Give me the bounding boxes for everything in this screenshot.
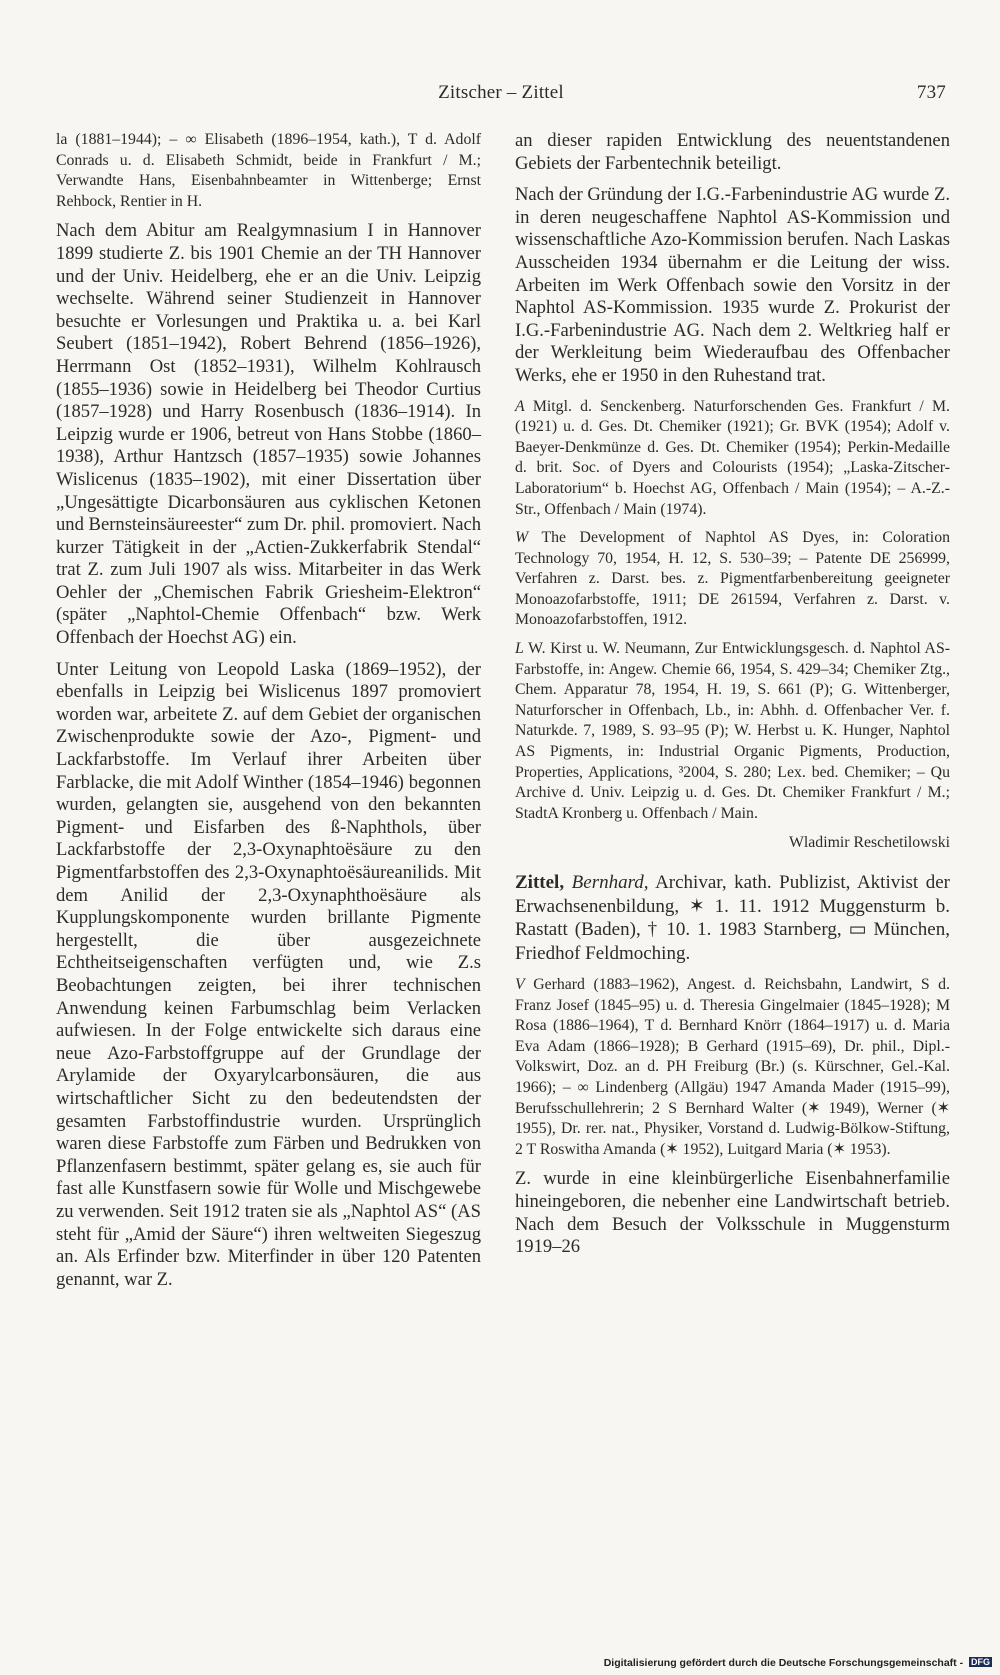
entry-heading: [515, 871, 950, 965]
page-number: 737: [916, 82, 946, 103]
literature-section: [515, 639, 950, 824]
literature-marker: L: [515, 640, 524, 658]
page-footer: [0, 1657, 992, 1669]
education-paragraph: Nach dem Abitur am Realgymnasium I in Hannover 1899 studierte Z. bis 1901 Chemie an der TH Hannover und der Univ. Heidelberg, ehe er an die Univ. Leipzig wechselte. Während seiner Studienzeit in Hannover besuchte er Vorlesungen und Praktika u. a. bei Karl Seubert (1851–1942), Robert Behrend (1856–1926), Herrmann Ost (1852–1931), Wilhelm Kohlrausch (1855–1936) sowie in Heidelberg bei Theodor Curtius (1857–1928) und Harry Rosenbusch (1836–1914). In Leipzig wurde er 1906, betreut von Hans Stobbe (1860–1938), Arthur Hantzsch (1857–1935) sowie Johannes Wislicenus (1835–1902), mit einer Dissertation über „Ungesättigte Dicarbonsäuren aus cyklischen Ketonen und Bernsteinsäureester“ zum Dr. phil. promoviert. Nach kurzer Tätigkeit in der „Actien-Zukkerfabrik Stendal“ trat Z. zum Juli 1907 als wiss. Mitarbeiter in das Werk Oehler der „Chemischen Fabrik Griesheim-Elektron“ (später „Naphtol-Chemie Offenbach“ bzw. Werk Offenbach der Hoechst AG) ein.: [56, 220, 481, 649]
continuation-paragraph: an dieser rapiden Entwicklung des neuentstandenen Gebiets der Farbentechnik beteiligt.: [515, 130, 950, 174]
left-column: [56, 130, 481, 1300]
family-tail-paragraph: la (1881–1944); – ∞ Elisabeth (1896–1954, kath.), T d. Adolf Conrads u. d. Elisabeth Schmidt, beide in Frankfurt / M.; Verwandte Hans, Eisenbahnbeamter in Wittenberge; Ernst Rehbock, Rentier in H.: [56, 131, 481, 210]
entry-surname: Zittel,: [515, 872, 565, 893]
right-column: [515, 130, 950, 1268]
entry-given-name: Bernhard,: [571, 872, 649, 893]
family-text: Gerhard (1883–1962), Angest. d. Reichsbahn, Landwirt, S d. Franz Josef (1845–95) u. d. Theresia Gingelmaier (1845–1928); M Rosa (1886–1964), T d. Bernhard Knörr (1864–1917) u. d. Maria Eva Adam (1866–1928); B Gerhard (1915–69), Dr. phil., Dipl.-Volkswirt, Doz. an d. PH Freiburg (Br.) (s. Kürschner, Gel.-Kal. 1966); – ∞ Lindenberg (Allgäu) 1947 Amanda Mader (1915–99), Berufsschullehrerin; 2 S Bernhard Walter (✶ 1949), Werner (✶ 1955), Dr. rer. nat., Physiker, Vorstand d. Ludwig-Bölkow-Stiftung, 2 T Roswitha Amanda (✶ 1952), Luitgard Maria (✶ 1953).: [515, 976, 950, 1158]
awards-section: [515, 397, 950, 521]
career-paragraph: Unter Leitung von Leopold Laska (1869–1952), der ebenfalls in Leipzig bei Wislicenus 1897 promoviert worden war, arbeitete Z. auf dem Gebiet der organischen Zwischenprodukte sowie der Azo-, Pigment- und Lackfarbstoffe. Im Verlauf ihrer Arbeiten über Farblacke, die mit Adolf Winther (1854–1946) begonnen wurden, gelangten sie, ausgehend von den bekannten Pigment- und Eisfarben des ß-Naphthols, über Lackfarbstoffe der 2,3-Oxynaphtoësäure zu den Pigmentfarbstoffen des 2,3-Oxynaphtoësäureanilids. Mit dem Anilid der 2,3-Oxynaphthoësäure als Kupplungskomponente wurden brillante Pigmente hergestellt, die über ausgezeichnete Echtheitseigenschaften verfügten und, wie Z.s Beobachtungen zeigten, bei ihrer technischen Anwendung keinen Farbumschlag beim Verlacken aufwiesen. In der Folge entwickelte sich daraus eine neue Azo-Farbstoffgruppe auf der Grundlage der Arylamide der Oxyarylcarbonsäuren, die aus wirtschaftlicher Sicht zu den bedeutendsten der gesamten Farbstoffindustrie wurden. Ursprünglich waren diese Farbstoffe zum Färben und Bedrukken von Pflanzenfasern bestimmt, später gelang es, sie auch für fast alle Kunstfasern sowie für Wolle und Mischgewebe zu verwenden. Seit 1912 traten sie als „Naphtol AS“ (AS steht für „Amid der Säure“) ihren weltweiten Siegeszug an. Als Erfinder bzw. Miterfinder in über 120 Patenten genannt, war Z.: [56, 658, 481, 1290]
author-signature: Wladimir Reschetilowski: [788, 834, 950, 852]
ig-farben-paragraph: Nach der Gründung der I.G.-Farbenindustrie AG wurde Z. in deren neugeschaffene Naphtol AS-Kommission und wissenschaftliche Azo-Kommission berufen. Nach Laskas Ausscheiden 1934 übernahm er die Leitung der wiss. Arbeiten im Werk Offenbach sowie den Vorsitz in der Naphtol AS-Kommission. 1935 wurde Z. Prokurist der I.G.-Farbenindustrie AG. Nach dem 2. Weltkrieg half er der Werkleitung beim Wiederaufbau des Offenbacher Werks, ehe er 1950 in den Ruhestand trat.: [515, 184, 950, 386]
page-header: [56, 82, 946, 108]
works-section: [515, 528, 950, 631]
entry-description: Archivar, kath. Publizist, Aktivist der Erwachsenenbildung, ✶ 1. 11. 1912 Muggensturm b. Rastatt (Baden), † 10. 1. 1983 Starnberg, ▭ München, Friedhof Feldmoching.: [515, 872, 951, 964]
awards-text: Mitgl. d. Senckenberg. Naturforschenden Ges. Frankfurt / M. (1921) u. d. Ges. Dt. Chemiker (1921); Gr. BVK (1954); Adolf v. Baeyer-Denkmünze d. Ges. Dt. Chemiker (1954); Perkin-Medaille d. brit. Soc. of Dyers and Colourists (1954); „Laska-Zitscher-Laboratorium“ b. Hoechst AG, Offenbach / Main (1954); – A.-Z.-Str., Offenbach / Main (1974).: [515, 397, 950, 518]
biography-paragraph: Z. wurde in eine kleinbürgerliche Eisenbahnerfamilie hineingeboren, die nebenher eine Landwirtschaft betrieb. Nach dem Besuch der Volksschule in Muggensturm 1919–26: [515, 1168, 950, 1258]
family-section: [515, 975, 950, 1160]
works-marker: W: [515, 529, 529, 547]
works-text: The Development of Naphtol AS Dyes, in: Coloration Technology 70, 1954, H. 12, S. 530–39; – Patente DE 256999, Verfahren z. Darst. bes. z. Pigmentfarbenbereitung geeigneter Monoazofarbstoffe, 1911; DE 261594, Verfahren z. Darst. v. Monoazofarbstoffen, 1912.: [515, 529, 950, 629]
awards-marker: A: [515, 397, 525, 415]
dfg-logo: DFG: [971, 1657, 990, 1667]
literature-text: W. Kirst u. W. Neumann, Zur Entwicklungsgesch. d. Naphtol AS-Farbstoffe, in: Angew. Chemie 66, 1954, S. 429–34; Chemiker Ztg., Chem. Apparatur 78, 1954, H. 19, S. 661 (P); G. Wittenberger, Naturforscher in Offenbach, Lb., in: Abhh. d. Offenbacher Ver. f. Naturkde. 7, 1989, S. 93–95 (P); W. Herbst u. K. Hunger, Naphtol AS Pigments, in: Industrial Organic Pigments, Production, Properties, Applications, ³2004, S. 280; Lex. bed. Chemiker; – Qu Archive d. Univ. Leipzig u. d. Ges. Dt. Chemiker Frankfurt / M.; StadtA Kronberg u. Offenbach / Main.: [515, 640, 950, 822]
family-marker: V: [515, 976, 525, 993]
running-title: Zitscher – Zittel: [438, 82, 564, 103]
footer-text: Digitalisierung gefördert durch die Deutsche Forschungsgemeinschaft -: [603, 1657, 964, 1669]
